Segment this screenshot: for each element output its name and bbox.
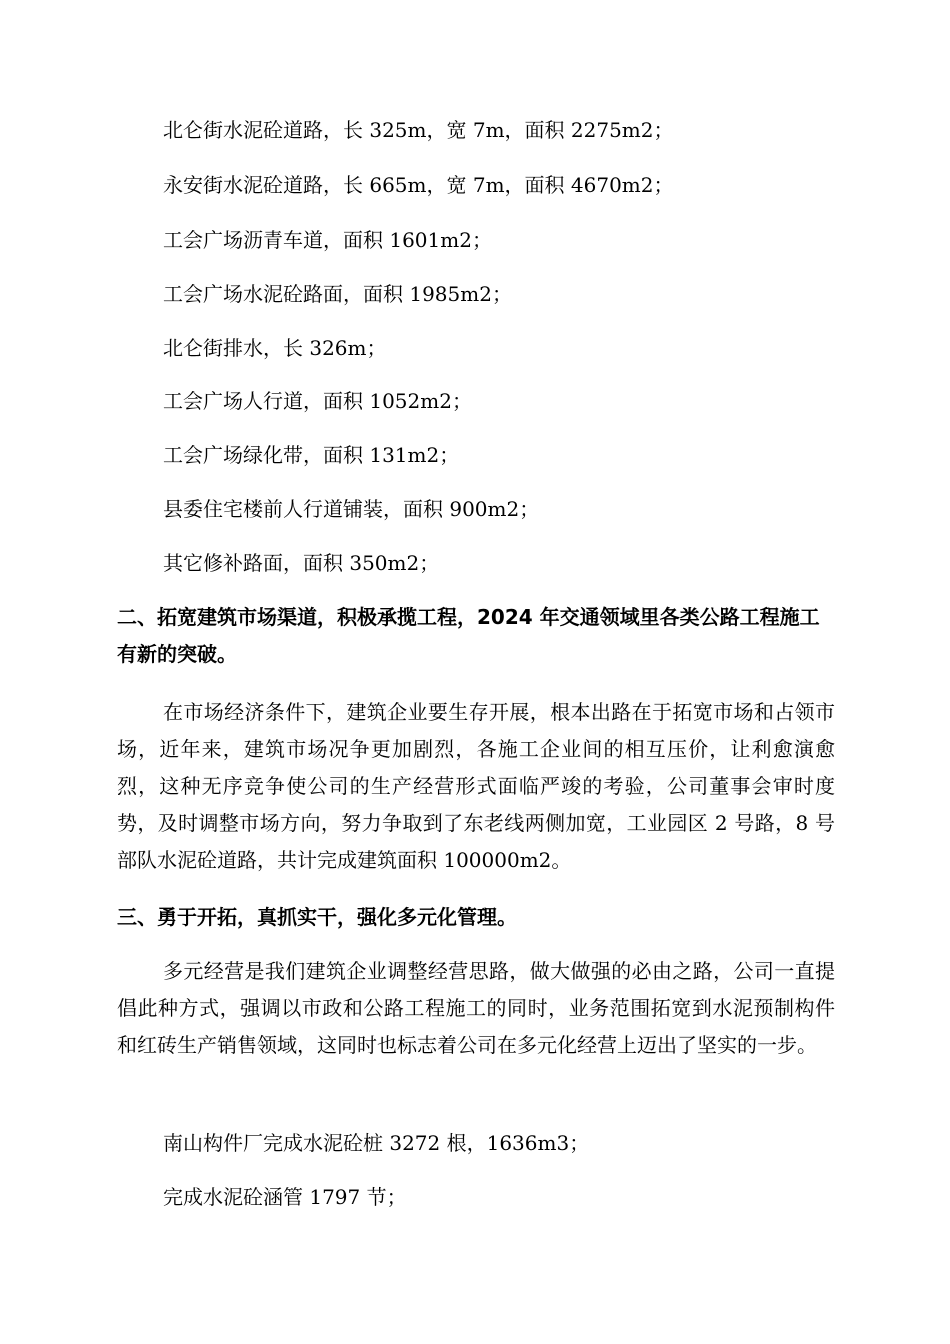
list-item: 其它修补路面，面积 350m2； [163,551,440,575]
list-item: 永安街水泥砼道路，长 665m，宽 7m，面积 4670m2； [163,173,674,197]
list-item: 县委住宅楼前人行道铺装，面积 900m2； [163,497,540,521]
list-item: 南山构件厂完成水泥砼桩 3272 根，1636m3； [163,1131,590,1155]
section-heading: 三、勇于开拓，真抓实干，强化多元化管理。 [117,905,517,929]
list-item: 工会广场水泥砼路面，面积 1985m2； [163,282,512,306]
body-paragraph: 在市场经济条件下，建筑企业要生存开展，根本出路在于拓宽市场和占领市场，近年来，建筑市场况争更加剧烈，各施工企业间的相互压价，让利愈演愈烈，这种无序竞争使公司的生产经营形式面临严竣的考验，公司董事会审时度势，及时调整市场方向，努力争取到了东老线两侧加宽，工业园区 2 号路，8 号部队水泥砼道路，共计完成建筑面积 100000m2。 [117,700,835,872]
list-item: 工会广场人行道，面积 1052m2； [163,389,472,413]
list-item: 工会广场沥青车道，面积 1601m2； [163,228,492,252]
list-item: 北仑街排水，长 326m； [163,336,387,360]
body-paragraph: 多元经营是我们建筑企业调整经营思路，做大做强的必由之路，公司一直提倡此种方式，强调以市政和公路工程施工的同时，业务范围拓宽到水泥预制构件和红砖生产销售领域，这同时也标志着公司在多元化经营上迈出了坚实的一步。 [117,959,835,1057]
list-item: 完成水泥砼涵管 1797 节； [163,1185,407,1209]
list-item: 北仑街水泥砼道路，长 325m，宽 7m，面积 2275m2； [163,118,674,142]
section-heading: 二、拓宽建筑市场渠道，积极承揽工程，2024 年交通领域里各类公路工程施工有新的突破。 [117,605,820,666]
list-item: 工会广场绿化带，面积 131m2； [163,443,460,467]
